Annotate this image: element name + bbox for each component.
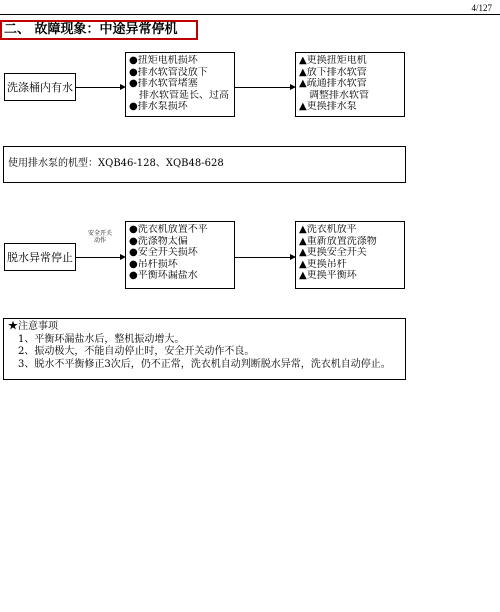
arrow-line xyxy=(235,87,290,88)
cause-item: ●排水泵损坏 xyxy=(129,101,188,112)
model-info-text: 使用排水泵的机型：XQB46-128、XQB48-628 xyxy=(8,158,224,169)
remedy-item: ▲更换扭矩电机 xyxy=(299,55,367,66)
remedy-item: ▲更换安全开关 xyxy=(299,247,367,258)
note-item: 1、平衡环漏盐水后，整机振动增大。 xyxy=(18,333,185,345)
symptom-label: 脱水异常停止 xyxy=(7,251,73,264)
cause-item: ●排水软管没放下 xyxy=(129,66,208,78)
remedy-item: ▲更换排水泵 xyxy=(299,101,357,112)
cause-item: ●洗衣机放置不平 xyxy=(129,224,208,235)
cause-item: ●排水软管堵塞 xyxy=(129,78,198,89)
page-number: 4/127 xyxy=(471,3,492,13)
header-rule xyxy=(0,14,500,15)
cause-item: 排水软管延长、过高 xyxy=(129,89,229,101)
remedies-box-1 xyxy=(295,52,405,117)
arrow-line xyxy=(76,87,120,88)
remedy-item: ▲更换吊杆 xyxy=(299,258,347,270)
remedy-item: ▲重新放置洗涤物 xyxy=(299,235,377,247)
arrow-line xyxy=(235,257,290,258)
symptom-label: 洗涤桶内有水 xyxy=(7,81,73,94)
causes-box-1 xyxy=(125,52,235,117)
model-info-box xyxy=(3,146,406,183)
symptom-box-water-in-tub xyxy=(4,73,76,101)
cause-item: ●洗涤物太偏 xyxy=(129,235,188,247)
remedy-item: ▲更换平衡环 xyxy=(299,270,357,281)
section-title: 二、 故障现象：中途异常停机 xyxy=(0,20,198,40)
note-item: 2、振动极大，不能自动停止时，安全开关动作不良。 xyxy=(18,346,255,357)
arrow-label-safety-switch: 安全开关 动作 xyxy=(87,230,112,244)
arrow-line xyxy=(76,257,120,258)
notes-box xyxy=(3,318,406,380)
remedy-item: ▲洗衣机放平 xyxy=(299,224,357,235)
cause-item: ●吊杆损坏 xyxy=(129,258,178,270)
causes-box-2 xyxy=(125,221,235,289)
notes-title: ★注意事项 xyxy=(8,321,58,332)
note-item: 3、脱水不平衡修正3次后，仍不正常，洗衣机自动判断脱水异常，洗衣机自动停止。 xyxy=(18,358,391,370)
remedy-item: 调整排水软管 xyxy=(299,89,369,101)
remedy-item: ▲放下排水软管 xyxy=(299,66,367,78)
cause-item: ●安全开关损坏 xyxy=(129,247,198,258)
cause-item: ●扭矩电机损坏 xyxy=(129,55,198,66)
symptom-box-spin-stop xyxy=(4,243,76,271)
remedies-box-2 xyxy=(295,221,405,289)
cause-item: ●平衡环漏盐水 xyxy=(129,270,198,281)
remedy-item: ▲疏通排水软管 xyxy=(299,78,367,89)
